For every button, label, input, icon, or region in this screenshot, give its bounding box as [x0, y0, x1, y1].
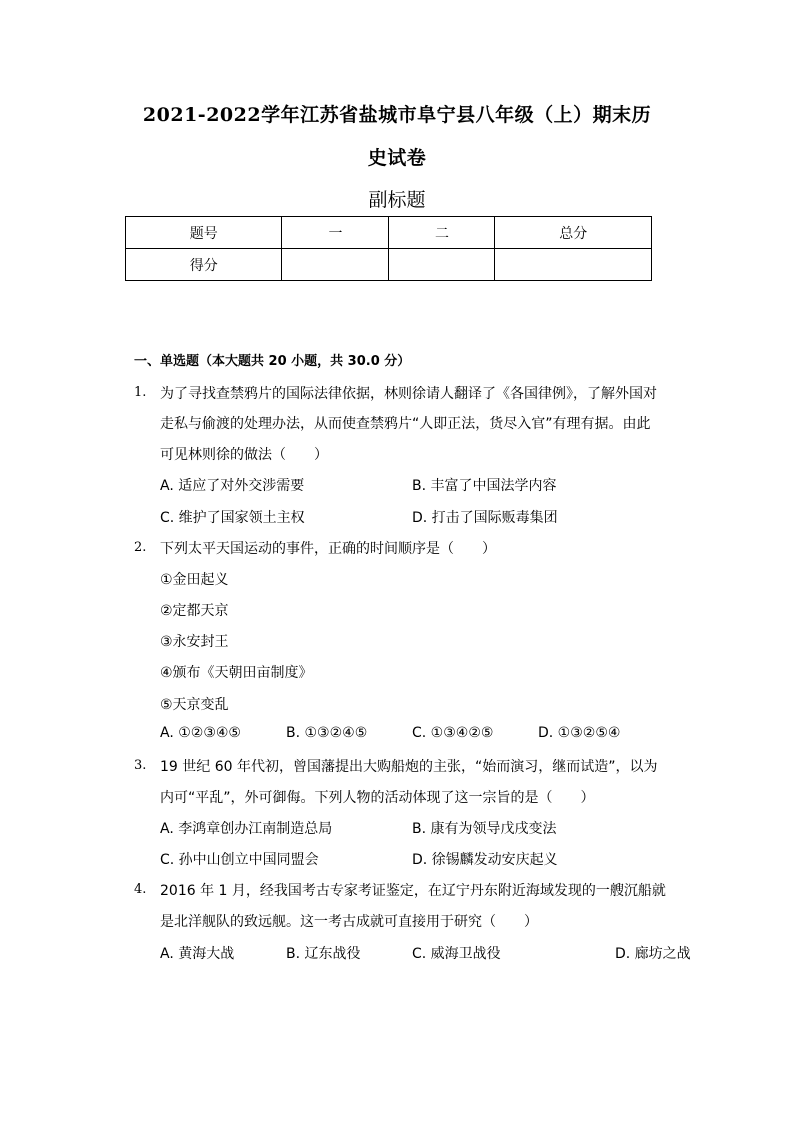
question-text-line: 下列太平天国运动的事件，正确的时间顺序是（ ） [160, 541, 496, 557]
question-text-line: 是北洋舰队的致远舰。这一考古成就可直接用于研究（ ） [160, 914, 538, 930]
question-text-line: ⑤天京变乱 [160, 697, 229, 713]
question-text-line: 内可“平乱”，外可御侮。下列人物的活动体现了这一宗旨的是（ ） [160, 790, 595, 806]
score-table-cell: 得分 [126, 249, 282, 281]
question-number: 3. [134, 758, 147, 773]
exam-title-line1: 2021-2022学年江苏省盐城市阜宁县八年级（上）期末历 [142, 104, 652, 126]
score-table-header-row [126, 217, 652, 249]
answer-option: A. ①②③④⑤ [160, 725, 241, 741]
answer-option: D. 廊坊之战 [615, 946, 691, 962]
answer-option: C. ①③④②⑤ [412, 725, 494, 741]
question-number: 1. [134, 385, 147, 400]
question-text-line: ③永安封王 [160, 634, 229, 650]
answer-option: B. 辽东战役 [286, 946, 361, 962]
exam-subtitle: 副标题 [368, 189, 426, 211]
answer-option: B. 康有为领导戊戌变法 [412, 821, 557, 837]
score-table-score-row [126, 249, 652, 281]
question-text-line: ②定都天京 [160, 603, 229, 619]
score-table-cell: 一 [282, 217, 389, 249]
score-table-cell [495, 249, 652, 281]
score-table-cell: 二 [389, 217, 495, 249]
answer-option: B. ①③②④⑤ [286, 725, 368, 741]
answer-option: D. ①③②⑤④ [538, 725, 621, 741]
question-number: 4. [134, 882, 147, 897]
section-heading: 一、单选题（本大题共 20 小题，共 30.0 分） [134, 354, 411, 369]
score-table-cell [282, 249, 389, 281]
question-text-line: 2016 年 1 月，经我国考古专家考证鉴定，在辽宁丹东附近海域发现的一艘沉船就 [160, 883, 666, 899]
question-text-line: 可见林则徐的做法（ ） [160, 447, 328, 463]
question-text-line: 为了寻找查禁鸦片的国际法律依据，林则徐请人翻译了《各国律例》，了解外国对 [160, 386, 657, 402]
question-text-line: 19 世纪 60 年代初，曾国藩提出大购船炮的主张，“始而演习，继而试造”，以为 [160, 759, 658, 775]
question-text-line: ④颁布《天朝田亩制度》 [160, 665, 313, 681]
answer-option: A. 适应了对外交涉需要 [160, 478, 305, 494]
answer-option: A. 黄海大战 [160, 946, 235, 962]
answer-option: C. 威海卫战役 [412, 946, 501, 962]
answer-option: D. 徐锡麟发动安庆起义 [412, 852, 558, 868]
answer-option: C. 孙中山创立中国同盟会 [160, 852, 319, 868]
answer-option: C. 维护了国家领土主权 [160, 510, 305, 526]
answer-option: A. 李鸿章创办江南制造总局 [160, 821, 333, 837]
question-text-line: ①金田起义 [160, 572, 229, 588]
answer-option: B. 丰富了中国法学内容 [412, 478, 557, 494]
score-table-cell: 题号 [126, 217, 282, 249]
exam-title-line2: 史试卷 [367, 147, 427, 169]
score-table-cell: 总分 [495, 217, 652, 249]
answer-option: D. 打击了国际贩毒集团 [412, 510, 558, 526]
score-table [125, 216, 652, 281]
question-number: 2. [134, 540, 147, 555]
score-table-cell [389, 249, 495, 281]
question-text-line: 走私与偷渡的处理办法，从而使查禁鸦片“人即正法，货尽入官”有理有据。由此 [160, 416, 651, 432]
